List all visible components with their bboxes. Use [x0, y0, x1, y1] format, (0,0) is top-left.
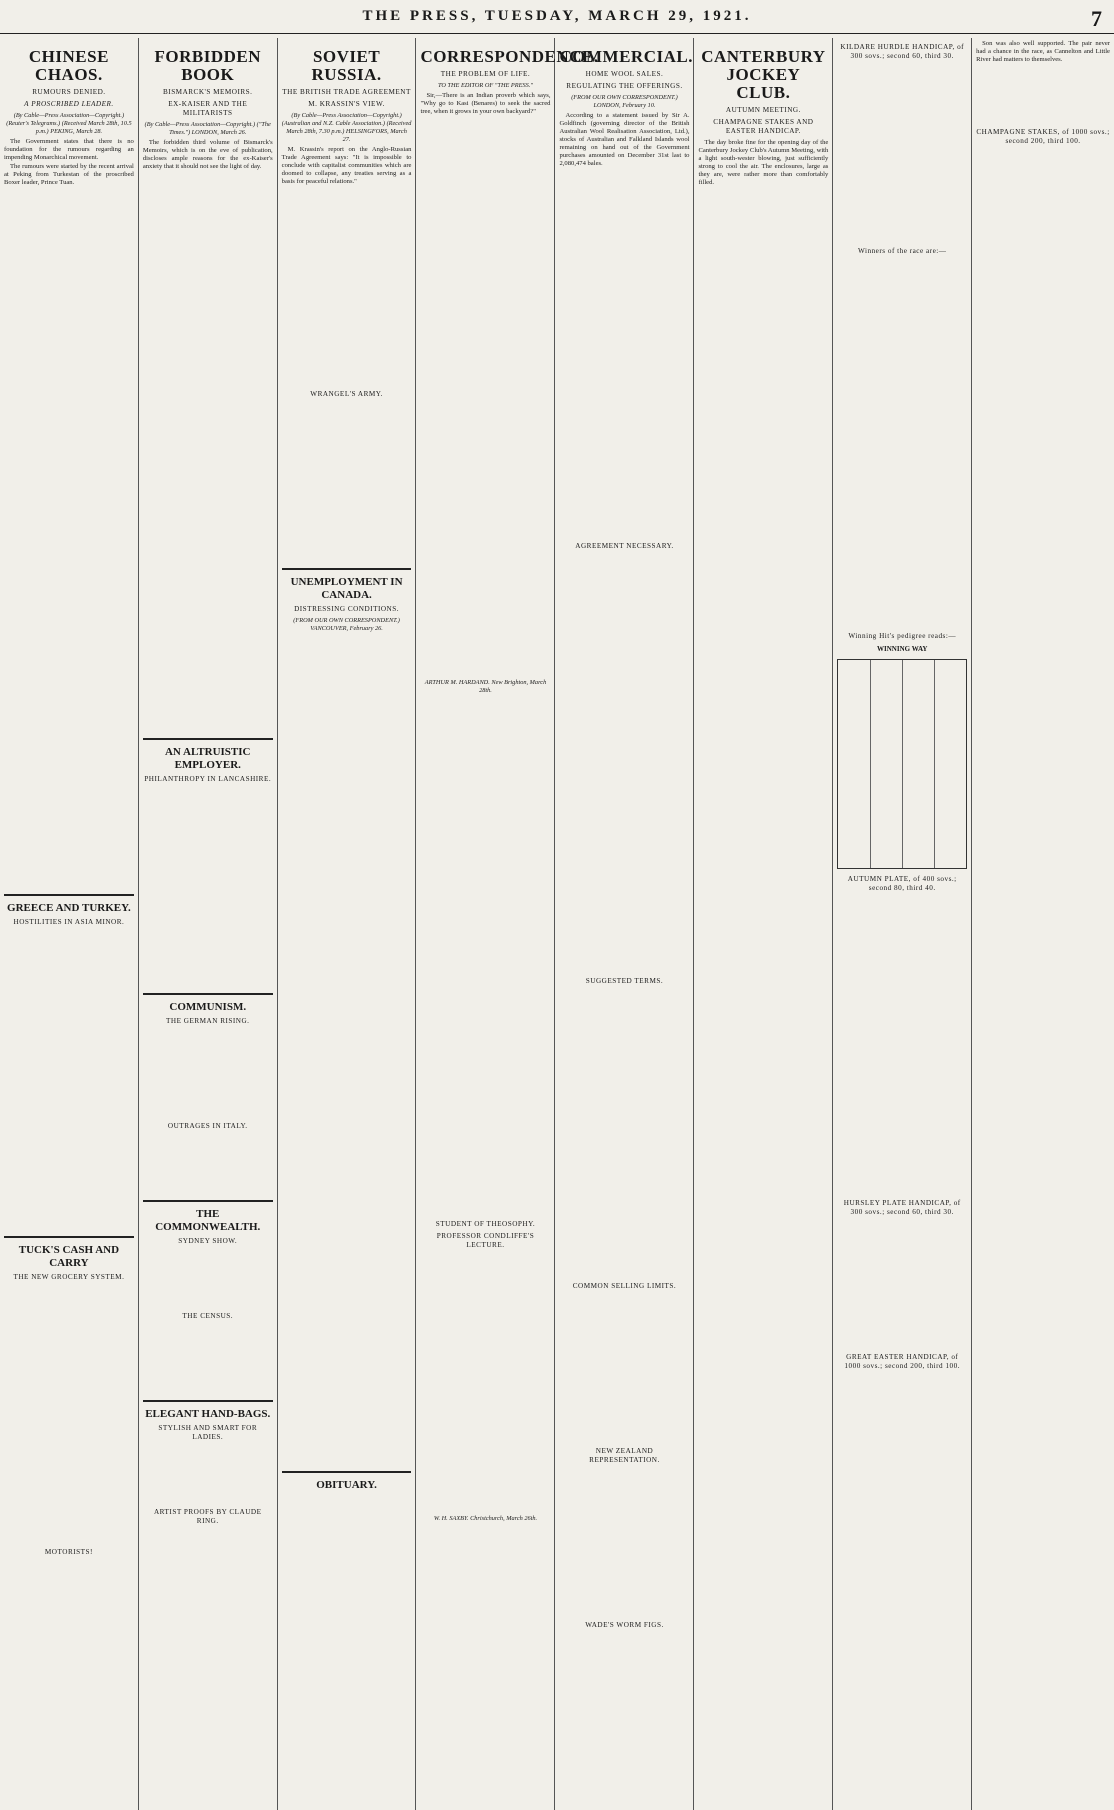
divider [4, 1236, 134, 1238]
pedigree-col [838, 660, 870, 868]
article-body-filler [143, 1134, 273, 1194]
subhead: HOSTILITIES IN ASIA MINOR. [13, 918, 125, 926]
headline-communism: COMMUNISM. [169, 1001, 247, 1013]
subhead: RUMOURS DENIED. [32, 88, 106, 96]
race-heading: CHAMPAGNE STAKES, of 1000 sovs.; second 200, third 100. [976, 128, 1110, 145]
divider [282, 568, 412, 570]
signature: W. H. SAXBY. Christchurch, March 26th. [433, 1515, 538, 1522]
article-paragraph: M. Krassin's report on the Anglo-Russian Trade Agreement says: "It is impossible to conclude with capitalist communities which are doomed to collapse, any treaties serving as a basis for peaceful relations." [281, 146, 412, 185]
article-body-filler [976, 65, 1110, 125]
headline-commonwealth: THE COMMONWEALTH. [155, 1208, 261, 1233]
subhead: WADE'S WORM FIGS. [585, 1621, 664, 1629]
race-heading: AUTUMN PLATE, of 400 sovs.; second 80, third 40. [847, 875, 957, 892]
pedigree-table [837, 659, 967, 869]
subhead: MOTORISTS! [44, 1548, 93, 1556]
race-heading: KILDARE HURDLE HANDICAP, of 300 sovs.; second 60, third 30. [840, 43, 965, 60]
columns [0, 38, 1114, 1810]
subhead: THE NEW GROCERY SYSTEM. [13, 1273, 125, 1281]
subhead: THE BRITISH TRADE AGREEMENT [282, 88, 411, 96]
race-results-filler [837, 896, 967, 1196]
subhead: BISMARCK'S MEMOIRS. [163, 88, 253, 96]
article-body-filler [4, 930, 134, 1230]
race-results-filler [837, 64, 967, 244]
column-5 [555, 38, 694, 1810]
subhead: SUGGESTED TERMS. [585, 977, 664, 985]
subhead: AGREEMENT NECESSARY. [575, 542, 674, 550]
article-body-filler [282, 187, 412, 387]
subhead: PHILANTHROPY IN LANCASHIRE. [144, 775, 272, 783]
article-body-filler [4, 188, 134, 888]
dateline: (FROM OUR OWN CORRESPONDENT.) LONDON, February 10. [571, 94, 678, 109]
dateline: (By Cable—Press Association—Copyright.) ("The Times.") LONDON, March 26. [144, 121, 271, 136]
article-body-filler [143, 172, 273, 732]
race-results-filler [837, 1220, 967, 1350]
race-heading: HURSLEY PLATE HANDICAP, of 300 sovs.; second 60, third 30. [843, 1199, 961, 1216]
subhead: CHAMPAGNE STAKES AND EASTER HANDICAP. [713, 118, 814, 135]
headline-altruistic-employer: AN ALTRUISTIC EMPLOYER. [164, 746, 251, 771]
divider [143, 993, 273, 995]
column-1 [0, 38, 139, 1810]
subhead: STUDENT OF THEOSOPHY. [435, 1220, 536, 1228]
article-paragraph: The rumours were started by the recent arrival at Peking from Turkestan of the proscribed Boxer leader, Prince Tuan. [4, 163, 134, 186]
article-body-filler [559, 1294, 689, 1444]
headline-correspondence: CORRESPONDENCE. [420, 47, 599, 66]
pedigree-col [871, 660, 903, 868]
dateline: (By Cable—Press Association—Copyright.) (Reuter's Telegrams.) (Received March 28th, 10.5 p.m.) PEKING, March 28. [6, 112, 132, 135]
divider [143, 738, 273, 740]
subhead: OUTRAGES IN ITALY. [167, 1122, 248, 1130]
page-number: 7 [1091, 6, 1102, 31]
article-body-filler [559, 1468, 689, 1618]
divider [282, 1471, 412, 1473]
dateline: (By Cable—Press Association—Copyright.) (Australian and N.Z. Cable Association.) (Received March 28th, 7.30 p.m.) HELSINGFORS, March 27. [281, 112, 412, 143]
divider [143, 1400, 273, 1402]
column-4 [416, 38, 599, 1810]
article-body-filler [4, 1285, 134, 1545]
article-body-filler [143, 1445, 273, 1505]
subhead: ARTIST PROOFS BY CLAUDE RING. [153, 1508, 262, 1525]
subhead: THE GERMAN RISING. [166, 1017, 250, 1025]
divider [143, 1200, 273, 1202]
column-8 [972, 38, 1114, 1810]
subhead: WRANGEL'S ARMY. [310, 390, 383, 398]
headline-obituary: OBITUARY. [316, 1479, 377, 1491]
subhead: STYLISH AND SMART FOR LADIES. [158, 1424, 258, 1441]
article-paragraph: Sir,—There is an Indian proverb which says, "Why go to Kasi (Benares) to seek the sacred tree, when it grows in your own backyard?" [420, 92, 551, 115]
article-body-filler [420, 117, 550, 677]
article-body-filler [559, 989, 689, 1279]
article-paragraph: The Government states that there is no foundation for the rumours regarding an impending Monarchical movement. [4, 138, 134, 161]
subhead: AUTUMN MEETING. [725, 106, 801, 114]
article-paragraph: The forbidden third volume of Bismarck's Memoirs, which is on the eve of publication, discloses ample reasons for the ex-Kaiser's anxiety that it should not see the light of day. [142, 139, 273, 170]
divider [4, 894, 134, 896]
article-paragraph: Son was also well supported. The pair never had a chance in the race, as Cannelton and Little River had matters to themselves. [976, 40, 1110, 63]
article-body-filler [559, 169, 689, 539]
article-body-filler [143, 1029, 273, 1119]
subhead: Winning Hit's pedigree reads:— [848, 632, 957, 640]
headline-jockey-club: CANTERBURY JOCKEY CLUB. [701, 47, 826, 102]
subhead: EX-KAISER AND THE MILITARISTS [168, 100, 248, 117]
newspaper-title: THE PRESS, TUESDAY, MARCH 29, 1921. [362, 8, 752, 24]
column-3 [278, 38, 417, 1810]
masthead [0, 0, 1114, 34]
subhead: HOME WOOL SALES. [585, 70, 664, 78]
headline-forbidden-book: FORBIDDEN BOOK [154, 47, 261, 84]
race-heading: Winners of the race are:— [858, 247, 947, 255]
headline-commercial: COMMERCIAL. [559, 47, 693, 66]
pedigree-col [935, 660, 966, 868]
headline-unemployment: UNEMPLOYMENT IN CANADA. [290, 576, 403, 601]
subhead: REGULATING THE OFFERINGS. [566, 82, 683, 90]
signature: ARTHUR M. HARDAND. New Brighton, March 28th. [424, 679, 547, 694]
column-6 [694, 38, 833, 1810]
headline-tucks: TUCK'S CASH AND CARRY [18, 1244, 120, 1269]
headline-soviet-russia: SOVIET RUSSIA. [311, 47, 382, 84]
column-2 [139, 38, 278, 1810]
article-body-filler [143, 787, 273, 987]
article-body-filler [143, 1324, 273, 1394]
dateline: (FROM OUR OWN CORRESPONDENT.) VANCOUVER, February 26. [293, 617, 400, 632]
article-body-filler [143, 1249, 273, 1309]
winners-list-filler [837, 259, 967, 629]
headline-greece-turkey: GREECE AND TURKEY. [7, 902, 131, 914]
article-body-filler [282, 402, 412, 562]
article-paragraph: The day broke fine for the opening day of the Canterbury Jockey Club's Autumn Meeting, with a light south-wester blowing, just sufficiently strong to cool the air. The enclosures, large as they are, were rather more than comfortably filled. [698, 139, 829, 186]
article-body-filler [559, 554, 689, 974]
pedigree-col [903, 660, 935, 868]
subhead: SYDNEY SHOW. [178, 1237, 238, 1245]
article-paragraph: According to a statement issued by Sir A. Goldfinch (governing director of the British Australian Wool Realisation Association, Ltd.), stocks of Australian and Falkland Islands wool remaining on hand out of the Government purchases amounted on December 31st last to 2,080,474 bales. [559, 112, 690, 167]
headline-hand-bags: ELEGANT HAND-BAGS. [145, 1408, 271, 1420]
article-body-filler [420, 1253, 550, 1513]
editor-address: TO THE EDITOR OF "THE PRESS." [438, 82, 533, 89]
subhead: PROFESSOR CONDLIFFE'S LECTURE. [436, 1232, 535, 1249]
column-7 [833, 38, 972, 1810]
headline-chinese-chaos: CHINESE CHAOS. [28, 47, 109, 84]
subhead: DISTRESSING CONDITIONS. [294, 605, 400, 613]
race-heading: GREAT EASTER HANDICAP, of 1000 sovs.; second 200, third 100. [844, 1353, 961, 1370]
article-body-filler [282, 635, 412, 1465]
subhead: A PROSCRIBED LEADER. [24, 100, 114, 108]
subhead: M. KRASSIN'S VIEW. [308, 100, 385, 108]
article-body-filler [420, 697, 550, 1217]
subhead: THE PROBLEM OF LIFE. [440, 70, 531, 78]
subhead: COMMON SELLING LIMITS. [572, 1282, 677, 1290]
subhead: THE CENSUS. [182, 1312, 234, 1320]
subhead: NEW ZEALAND REPRESENTATION. [589, 1447, 660, 1464]
pedigree-title: WINNING WAY [877, 645, 928, 653]
